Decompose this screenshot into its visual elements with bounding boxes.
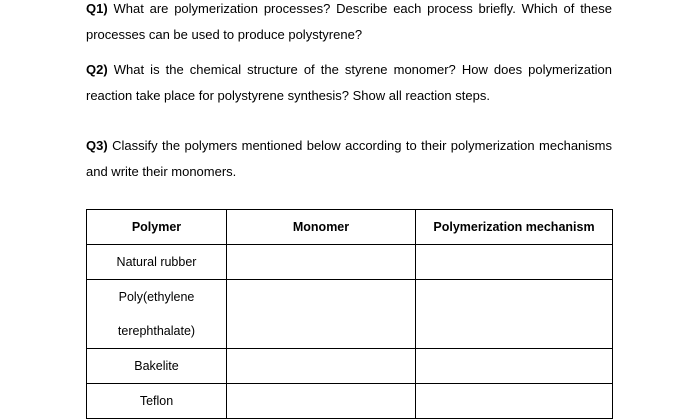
table-row — [87, 384, 613, 419]
header-mechanism: Polymerization mechanism — [416, 210, 613, 245]
cell-mechanism[interactable] — [416, 384, 613, 419]
question-1-text: What are polymerization processes? Describe each process briefly. Which of these processes can be used to produce polystyrene? — [86, 1, 612, 42]
cell-mechanism[interactable] — [416, 245, 613, 280]
cell-polymer: Teflon — [87, 384, 227, 419]
cell-polymer: Bakelite — [87, 349, 227, 384]
header-polymer: Polymer — [87, 210, 227, 245]
table-row — [87, 349, 613, 384]
cell-monomer[interactable] — [227, 349, 416, 384]
cell-monomer[interactable] — [227, 245, 416, 280]
cell-mechanism[interactable] — [416, 280, 613, 349]
question-1-label: Q1) — [86, 1, 108, 16]
question-2 — [86, 57, 612, 109]
question-3 — [86, 133, 612, 185]
question-2-label: Q2) — [86, 62, 108, 77]
cell-polymer: Natural rubber — [87, 245, 227, 280]
question-3-text: Classify the polymers mentioned below according to their polymerization mechanisms and write their monomers. — [86, 138, 612, 179]
header-monomer: Monomer — [227, 210, 416, 245]
question-1 — [86, 0, 612, 48]
cell-polymer: Poly(ethylene terephthalate) — [87, 280, 227, 349]
table-header-row — [87, 210, 613, 245]
question-2-text: What is the chemical structure of the styrene monomer? How does polymerization reaction take place for polystyrene synthesis? Show all reaction steps. — [86, 62, 612, 103]
cell-monomer[interactable] — [227, 384, 416, 419]
question-3-label: Q3) — [86, 138, 108, 153]
cell-mechanism[interactable] — [416, 349, 613, 384]
polymer-classification-table — [86, 209, 613, 419]
table-row — [87, 245, 613, 280]
cell-monomer[interactable] — [227, 280, 416, 349]
table-row — [87, 280, 613, 349]
